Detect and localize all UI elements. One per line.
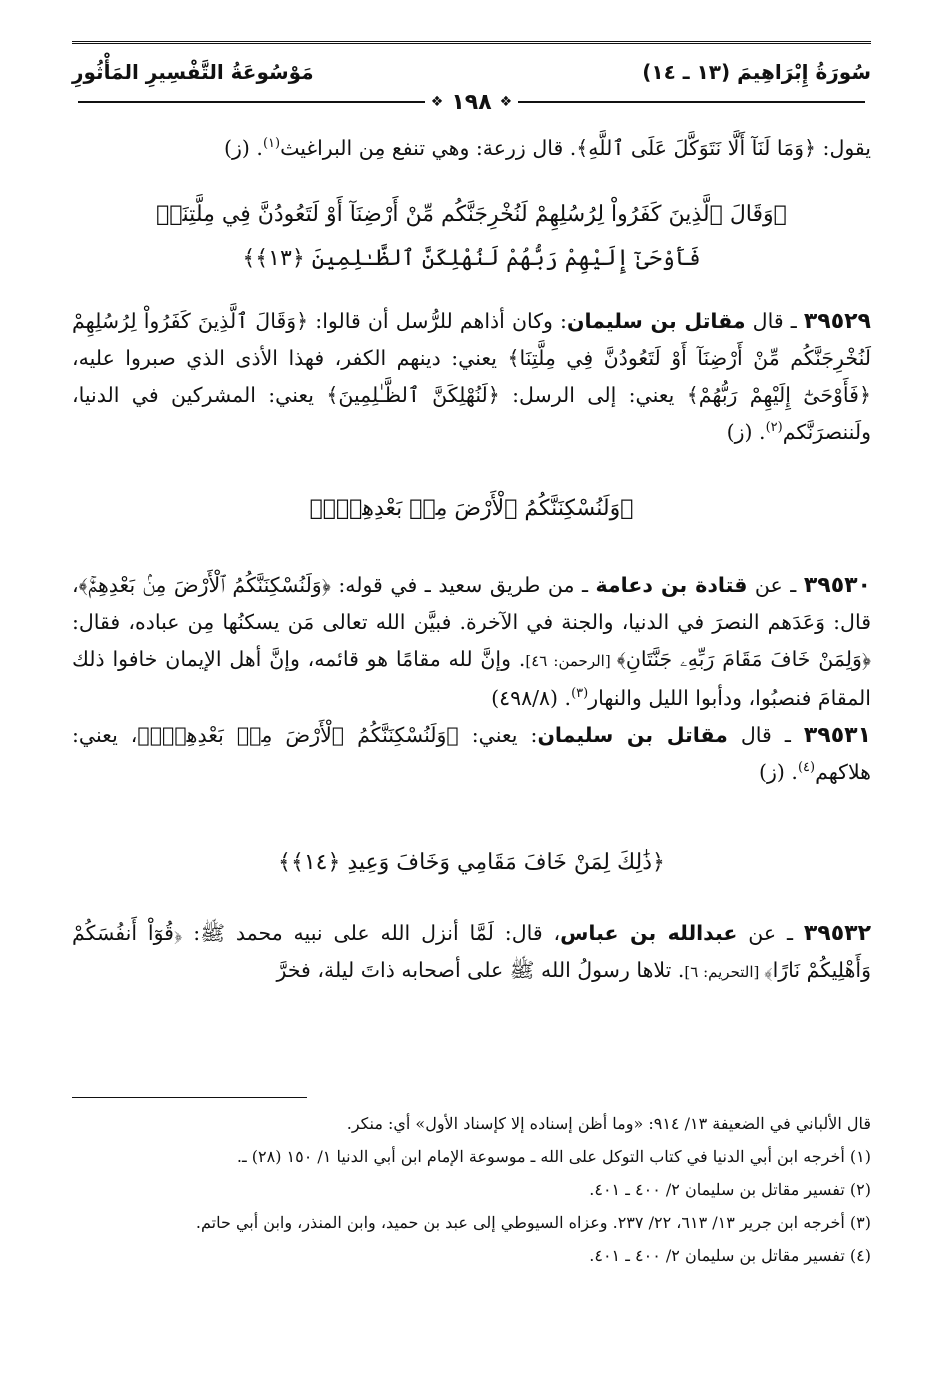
- narration-number: ٣٩٥٢٩: [803, 309, 871, 334]
- page-number-bar: [72, 88, 871, 116]
- quran-quote: ﴿وَقَالَ ٱلَّذِينَ كَفَرُواْ لِرُسُلِهِمْ لَنُخْرِجَنَّكُم مِّنْ أَرْضِنَآ أَوْ لَتَعُودُنَّ فِي مِلَّتِنَا﴾: [72, 309, 871, 370]
- ornament-icon: ❖: [430, 94, 444, 110]
- header-rule: [72, 41, 871, 44]
- footnote-ref[interactable]: (١): [262, 136, 281, 152]
- narrator-name: قتادة بن دعامة: [595, 573, 748, 597]
- text: يعني: دينهم الكفر، فهذا الأذى الذي صبروا عليه،: [72, 346, 508, 370]
- quran-quote: ﴿وَلِمَنْ خَافَ مَقَامَ رَبِّهِۦ جَنَّتَانِ﴾: [616, 647, 871, 671]
- footnotes: [72, 1110, 871, 1275]
- text: ، قال: لَمَّا أنزل الله على نبيه محمد ﷺ:: [182, 921, 561, 945]
- verse-line: ﴿وَلَنُسْكِنَنَّكُمُ ٱلْأَرْضَ مِنۢ بَعْدِهِمْۚ﴾: [309, 496, 634, 521]
- ornament-icon: ❖: [499, 94, 513, 110]
- quran-quote: ﴿وَلَنُسْكِنَنَّكُمُ ٱلْأَرْضَ مِنۢ بَعْدِهِمْۚ﴾: [78, 573, 331, 597]
- text: ـ عن: [747, 573, 804, 597]
- surah-title: سُورَةُ إِبْرَاهِيمَ (١٣ ـ ١٤): [642, 60, 871, 84]
- quran-quote: ﴿وَلَنُسْكِنَنَّكُمُ ٱلْأَرْضَ مِنۢ بَعْدِهِمْۚ﴾: [137, 723, 459, 747]
- source-tag: . (٤٩٨/٨): [491, 686, 572, 710]
- footnote-3: (٣) أخرجه ابن جرير ١٣/ ٦١٣، ٢٢/ ٢٣٧. وعزاه السيوطي إلى عبد بن حميد، وابن المنذر، وابن أبي حاتم.: [195, 1213, 871, 1232]
- verse-heading: [72, 193, 871, 281]
- footnote-separator: [72, 1097, 307, 1098]
- surah-reference: [الرحمن: ٤٦]: [525, 652, 617, 670]
- text: يقول:: [816, 136, 871, 160]
- quran-quote: ﴿لَنُهْلِكَنَّ ٱلظَّـٰلِمِينَ﴾: [326, 383, 500, 407]
- source-tag: . (ز): [224, 136, 263, 160]
- text: : يعني:: [458, 723, 538, 747]
- text: ، يعني: هلاكهم: [72, 723, 871, 784]
- text: يعني: المشركين في الدنيا، ولَننصرَنَّكم: [72, 383, 871, 444]
- verse-line: ﴿وَقَالَ ٱلَّذِينَ كَفَرُواْ لِرُسُلِهِمْ لَنُخْرِجَنَّكُم مِّنْ أَرْضِنَآ أَوْ لَتَعُودُنَّ فِي مِلَّتِنَاۖ: [156, 202, 787, 227]
- footnote-2: (٢) تفسير مقاتل بن سليمان ٢/ ٤٠٠ ـ ٤٠١.: [589, 1180, 871, 1199]
- footnote-ref[interactable]: (٢): [765, 420, 783, 436]
- quran-quote: ﴿وَمَا لَنَآ أَلَّا نَتَوَكَّلَ عَلَى ٱللَّهِ﴾: [576, 136, 817, 160]
- narration-number: ٣٩٥٣٠: [803, 573, 871, 598]
- narration-39529: [72, 303, 871, 451]
- narration-39532: [72, 915, 871, 991]
- page-number: ١٩٨: [451, 89, 492, 115]
- text: : وكان أذاهم للرُّسل أن قالوا:: [308, 309, 567, 333]
- narration-number: ٣٩٥٣١: [803, 723, 871, 748]
- text: ـ قال: [745, 309, 804, 333]
- narrator-name: مقاتل بن سليمان: [537, 723, 728, 747]
- quran-quote: ﴿فَأَوْحَىٰٓ إِلَيْهِمْ رَبُّهُمْ﴾: [686, 383, 871, 407]
- verse-heading: [72, 487, 871, 531]
- surah-reference: [التحريم: ٦]: [684, 963, 765, 981]
- verse-heading: [72, 841, 871, 885]
- text: ـ قال: [727, 723, 804, 747]
- paragraph-continuation: [72, 130, 871, 167]
- verse-line: فَأَوْحَىٰٓ إِلَيْهِمْ رَبُّهُمْ لَنُهْلِكَنَّ ٱلظَّـٰلِمِينَ ﴿١٣﴾﴾: [242, 246, 701, 271]
- narrator-name: عبدالله بن عباس: [560, 921, 738, 945]
- text: يعني: إلى الرسل:: [499, 383, 687, 407]
- quran-quote: ﴿قُوٓاْ أَنفُسَكُمْ وَأَهْلِيكُمْ نَارًا﴾: [72, 921, 871, 982]
- narration-39531: [72, 717, 871, 791]
- source-tag: . (ز): [726, 420, 766, 444]
- page-number-rule-left: [78, 101, 425, 103]
- page-number-rule-right: [518, 101, 865, 103]
- text: ـ من طريق سعيد ـ في قوله:: [330, 573, 596, 597]
- running-header: [72, 52, 871, 92]
- verse-line: ﴿ذَٰلِكَ لِمَنْ خَافَ مَقَامِي وَخَافَ وَعِيدِ ﴿١٤﴾﴾: [278, 850, 665, 875]
- series-title: مَوْسُوعَةُ التَّفْسِيرِ المَأْثُورِ: [72, 60, 314, 84]
- footnote-continuation: قال الألباني في الضعيفة ١٣/ ٩١٤: «وما أظن إسناده إلا كإسناد الأول» أي: منكر.: [346, 1114, 871, 1133]
- narration-39530: [72, 567, 871, 717]
- text: ، قال: وَعَدَهم النصرَ في الدنيا، والجنة في الآخرة. فبيَّن الله تعالى مَن يسكنُها مِن عباده، فقال:: [72, 573, 871, 634]
- text: . وإنَّ لله مقامًا هو قائمه، وإنَّ أهل الإيمان خافوا ذلك المقامَ فنصبُوا، ودأبوا الليل والنهار: [72, 647, 871, 710]
- text: . تلاها رسولُ الله ﷺ على أصحابه ذاتَ ليلة، فخرَّ: [276, 958, 685, 982]
- footnote-4: (٤) تفسير مقاتل بن سليمان ٢/ ٤٠٠ ـ ٤٠١.: [589, 1246, 871, 1265]
- footnote-ref[interactable]: (٣): [571, 686, 589, 702]
- footnote-1: (١) أخرجه ابن أبي الدنيا في كتاب التوكل على الله ـ موسوعة الإمام ابن أبي الدنيا ١/ ١٥٠ (٢٨) ـ.: [236, 1147, 871, 1166]
- text: ـ عن: [737, 921, 804, 945]
- main-content: [72, 130, 871, 991]
- source-tag: . (ز): [759, 760, 798, 784]
- footnote-ref[interactable]: (٤): [797, 760, 816, 776]
- narrator-name: مقاتل بن سليمان: [566, 309, 746, 333]
- narration-number: ٣٩٥٣٢: [803, 921, 872, 946]
- text: . قال زرعة: وهي تنفع مِن البراغيث: [280, 136, 577, 160]
